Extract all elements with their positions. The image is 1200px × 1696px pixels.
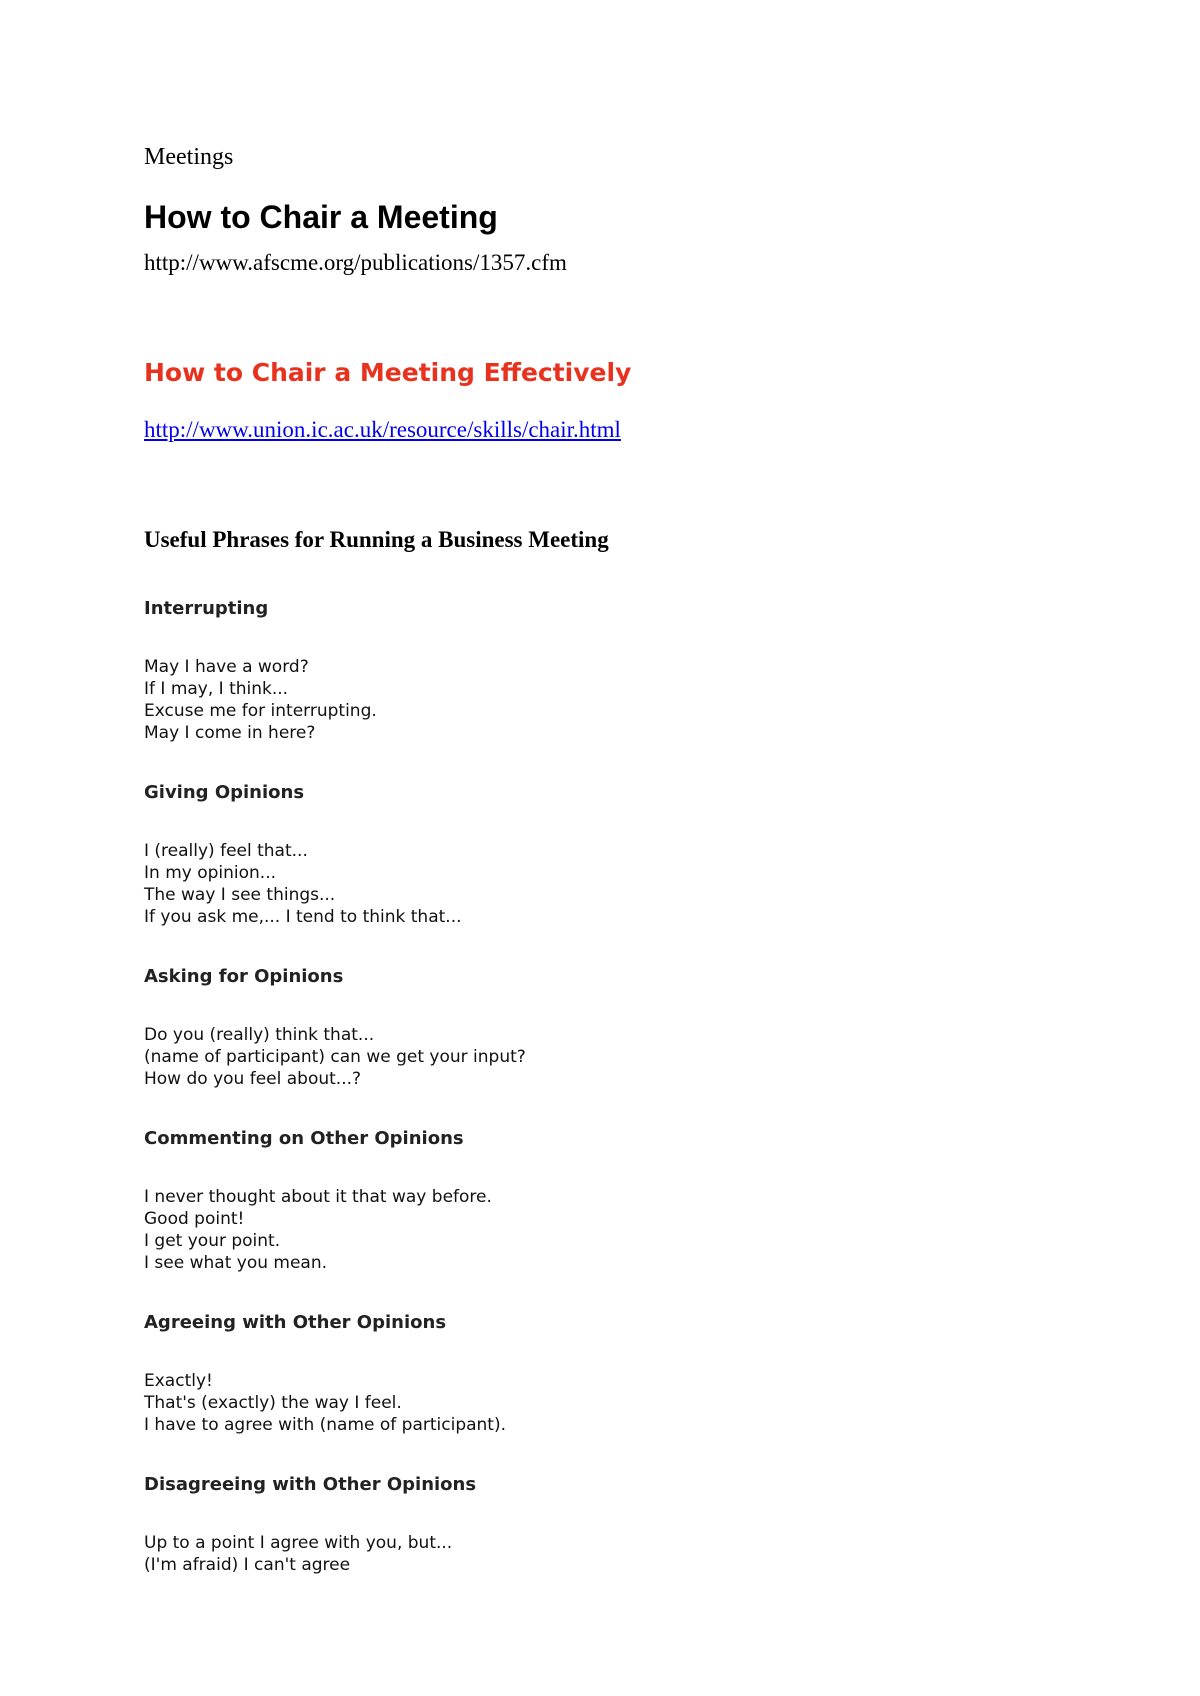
section-title: Commenting on Other Opinions (144, 1128, 464, 1149)
phrase-item: I have to agree with (name of participant). (144, 1415, 506, 1435)
section-interrupting (144, 598, 377, 744)
phrase-item: (name of participant) can we get your input? (144, 1047, 526, 1067)
secondary-title: How to Chair a Meeting Effectively (144, 358, 632, 387)
section-title: Asking for Opinions (144, 966, 344, 987)
phrase-item: I see what you mean. (144, 1253, 328, 1273)
phrase-list (144, 1024, 526, 1090)
phrase-item: If I may, I think... (144, 679, 289, 699)
document-category: Meetings (144, 144, 234, 170)
phrase-item: Excuse me for interrupting. (144, 701, 377, 721)
phrase-item: I (really) feel that... (144, 841, 308, 861)
section-disagreeing-with-opinions (144, 1474, 476, 1576)
phrase-item: (I'm afraid) I can't agree (144, 1555, 351, 1575)
phrases-heading: Useful Phrases for Running a Business Meeting (144, 527, 609, 552)
section-title: Disagreeing with Other Opinions (144, 1474, 477, 1495)
section-title: Giving Opinions (144, 782, 305, 803)
phrase-item: The way I see things... (144, 885, 336, 905)
phrase-list (144, 656, 377, 744)
phrase-item: I never thought about it that way before. (144, 1187, 492, 1207)
phrase-list (144, 1532, 476, 1576)
phrase-item: May I come in here? (144, 723, 316, 743)
phrase-list (144, 1370, 506, 1436)
phrase-list (144, 1186, 492, 1274)
phrase-item: How do you feel about...? (144, 1069, 362, 1089)
source-url: http://www.afscme.org/publications/1357.cfm (144, 250, 567, 275)
phrase-item: May I have a word? (144, 657, 309, 677)
phrase-item: If you ask me,... I tend to think that... (144, 907, 462, 927)
phrase-item: Good point! (144, 1209, 245, 1229)
phrase-list (144, 840, 462, 928)
section-agreeing-with-opinions (144, 1312, 506, 1436)
resource-link[interactable]: http://www.union.ic.ac.uk/resource/skills/chair.html (144, 417, 621, 442)
phrase-item: In my opinion... (144, 863, 277, 883)
page-title: How to Chair a Meeting (144, 199, 498, 235)
section-commenting-on-opinions (144, 1128, 492, 1274)
phrase-item: Do you (really) think that... (144, 1025, 375, 1045)
phrase-item: Exactly! (144, 1371, 213, 1391)
phrase-item: Up to a point I agree with you, but... (144, 1533, 453, 1553)
phrase-item: That's (exactly) the way I feel. (144, 1393, 402, 1413)
section-title: Interrupting (144, 598, 269, 619)
section-giving-opinions (144, 782, 462, 928)
section-title: Agreeing with Other Opinions (144, 1312, 447, 1333)
phrase-item: I get your point. (144, 1231, 281, 1251)
section-asking-for-opinions (144, 966, 526, 1090)
